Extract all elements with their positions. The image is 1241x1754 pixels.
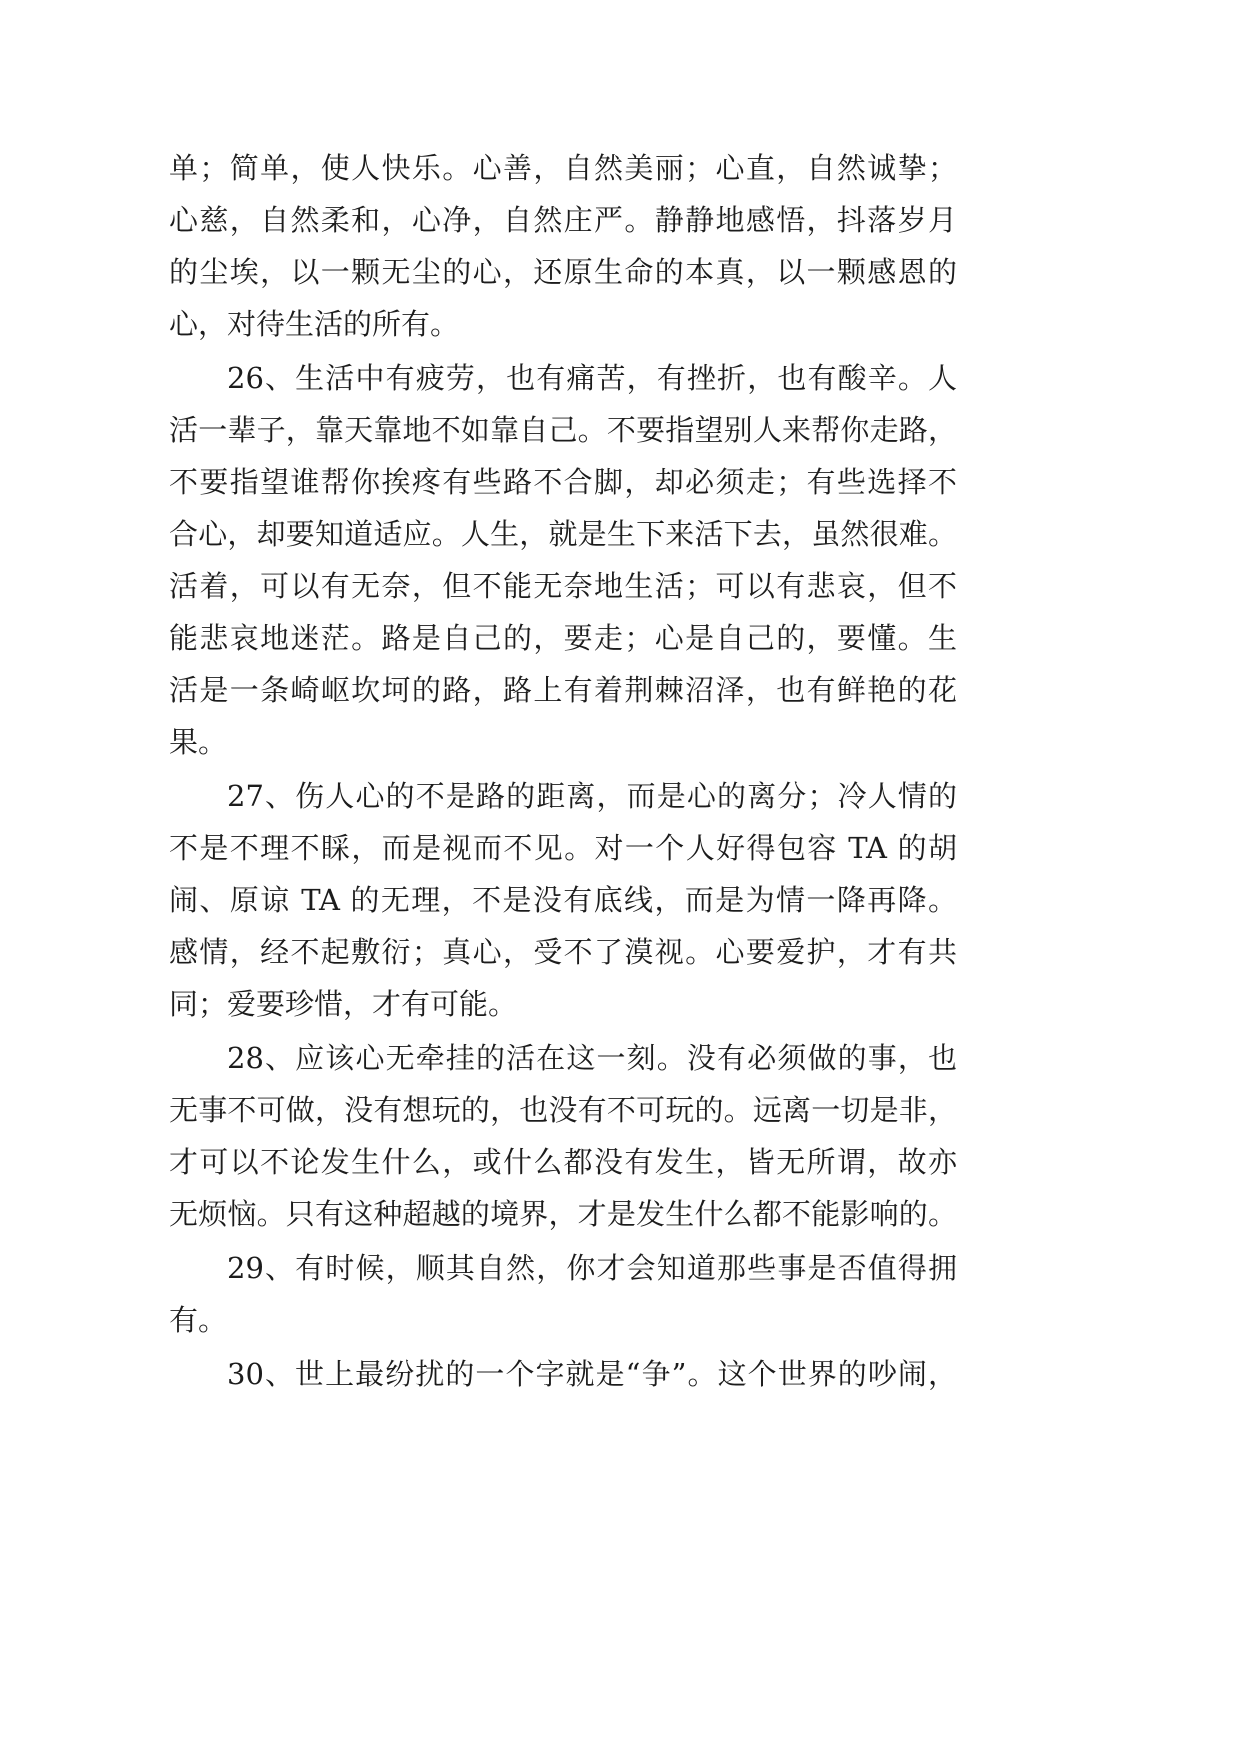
text-line: 的尘埃，以一颗无尘的心，还原生命的本真，以一颗感恩的 [169, 255, 957, 289]
text-line: 28、应该心无牵挂的活在这一刻。没有必须做的事，也 [227, 1041, 957, 1075]
text-line: 活是一条崎岖坎坷的路，路上有着荆棘沼泽，也有鲜艳的花 [169, 673, 957, 707]
text-line: 果。 [169, 725, 228, 759]
text-line: 不要指望谁帮你挨疼有些路不合脚，却必须走；有些选择不 [169, 465, 957, 499]
text-line: 不是不理不睬，而是视而不见。对一个人好得包容 TA 的胡 [169, 831, 957, 865]
text-line: 活一辈子，靠天靠地不如靠自己。不要指望别人来帮你走路， [169, 413, 957, 447]
text-line: 合心，却要知道适应。人生，就是生下来活下去，虽然很难。 [169, 517, 957, 551]
text-line: 29、有时候，顺其自然，你才会知道那些事是否值得拥 [227, 1251, 957, 1285]
text-line: 无烦恼。只有这种超越的境界，才是发生什么都不能影响的。 [169, 1197, 957, 1231]
text-line: 26、生活中有疲劳，也有痛苦，有挫折，也有酸辛。人 [227, 361, 957, 395]
paragraph-26 [169, 352, 957, 768]
document-body [169, 142, 957, 1402]
text-line: 有。 [169, 1303, 228, 1337]
paragraph-continued [169, 142, 957, 350]
paragraph-28 [169, 1032, 957, 1240]
text-line: 27、伤人心的不是路的距离，而是心的离分；冷人情的 [227, 779, 957, 813]
text-line: 活着，可以有无奈，但不能无奈地生活；可以有悲哀，但不 [169, 569, 957, 603]
text-line: 感情，经不起敷衍；真心，受不了漠视。心要爱护，才有共 [169, 935, 957, 969]
text-line: 30、世上最纷扰的一个字就是“争”。这个世界的吵闹， [227, 1357, 957, 1391]
text-line: 单；简单，使人快乐。心善，自然美丽；心直，自然诚挚； [169, 151, 957, 185]
text-line: 无事不可做，没有想玩的，也没有不可玩的。远离一切是非， [169, 1093, 957, 1127]
text-line: 才可以不论发生什么，或什么都没有发生，皆无所谓，故亦 [169, 1145, 957, 1179]
text-line: 同；爱要珍惜，才有可能。 [169, 987, 518, 1021]
paragraph-29 [169, 1242, 957, 1346]
text-line: 闹、原谅 TA 的无理，不是没有底线，而是为情一降再降。 [169, 883, 957, 917]
text-line: 心，对待生活的所有。 [169, 307, 460, 341]
paragraph-27 [169, 770, 957, 1030]
text-line: 心慈，自然柔和，心净，自然庄严。静静地感悟，抖落岁月 [169, 203, 957, 237]
paragraph-30 [169, 1348, 957, 1400]
text-line: 能悲哀地迷茫。路是自己的，要走；心是自己的，要懂。生 [169, 621, 957, 655]
